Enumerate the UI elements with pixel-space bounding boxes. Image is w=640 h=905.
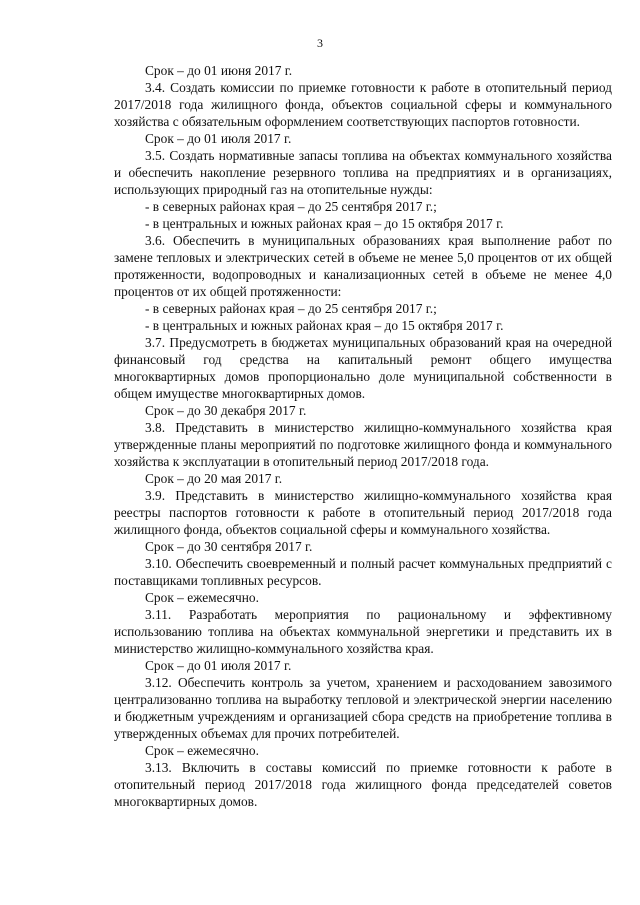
deadline-line: Срок – ежемесячно. [145, 590, 259, 605]
page-number: 3 [317, 36, 323, 50]
paragraph-3-6: 3.6. Обеспечить в муниципальных образованиях края выполнение работ по замене тепловых и электрических сетей в объеме не менее 5,0 процентов от их общей протяженности, водопроводных и канализационных сетей в объеме не менее 4,0 процентов от их общей протяженности: [114, 233, 612, 299]
paragraph-3-7: 3.7. Предусмотреть в бюджетах муниципальных образований края на очередной финансовый год средства на капитальный ремонт общего имущества многоквартирных домов пропорционально доле муниципальной собственности в общем имуществе многоквартирных домов. [114, 335, 612, 401]
list-item: - в северных районах края – до 25 сентября 2017 г.; [145, 301, 437, 316]
paragraph-3-9: 3.9. Представить в министерство жилищно-коммунального хозяйства края реестры паспортов готовности к работе в отопительный период 2017/2018 года жилищного фонда, объектов социальной сферы и коммунального хозяйства. [114, 488, 612, 537]
paragraph-3-8: 3.8. Представить в министерство жилищно-коммунального хозяйства края утвержденные планы мероприятий по подготовке жилищного фонда и коммунального хозяйства к эксплуатации в отопительный период 2017/2018 года. [114, 420, 612, 469]
paragraph-3-10: 3.10. Обеспечить своевременный и полный расчет коммунальных предприятий с поставщиками топливных ресурсов. [114, 556, 612, 588]
paragraph-3-5: 3.5. Создать нормативные запасы топлива на объектах коммунального хозяйства и обеспечить накопление резервного топлива на предприятиях и в организациях, использующих природный газ на отопительные нужды: [114, 148, 612, 197]
document-body [114, 62, 612, 810]
deadline-line: Срок – до 20 мая 2017 г. [145, 471, 283, 486]
paragraph-3-13: 3.13. Включить в составы комиссий по приемке готовности к работе в отопительный период 2017/2018 года жилищного фонда председателей советов многоквартирных домов. [114, 760, 612, 809]
paragraph-3-4: 3.4. Создать комиссии по приемке готовности к работе в отопительный период 2017/2018 года жилищного фонда, объектов социальной сферы и коммунального хозяйства с обязательным оформлением соответствующих паспортов готовности. [114, 80, 612, 129]
deadline-line: Срок – до 30 декабря 2017 г. [145, 403, 307, 418]
deadline-line: Срок – до 01 июля 2017 г. [145, 658, 292, 673]
deadline-line: Срок – до 30 сентября 2017 г. [145, 539, 313, 554]
paragraph-3-11: 3.11. Разработать мероприятия по рациональному и эффективному использованию топлива на объектах коммунальной энергетики и представить их в министерство жилищно-коммунального хозяйства края. [114, 607, 612, 656]
deadline-line: Срок – до 01 июня 2017 г. [145, 63, 293, 78]
paragraph-3-12: 3.12. Обеспечить контроль за учетом, хранением и расходованием завозимого централизованно топлива на выработку тепловой и электрической энергии населению и бюджетным учреждениям и организацией сбора средств на приобретение топлива в утвержденных объемах для прочих потребителей. [114, 675, 612, 741]
list-item: - в северных районах края – до 25 сентября 2017 г.; [145, 199, 437, 214]
deadline-line: Срок – до 01 июля 2017 г. [145, 131, 292, 146]
list-item: - в центральных и южных районах края – до 15 октября 2017 г. [145, 216, 504, 231]
deadline-line: Срок – ежемесячно. [145, 743, 259, 758]
list-item: - в центральных и южных районах края – до 15 октября 2017 г. [145, 318, 504, 333]
